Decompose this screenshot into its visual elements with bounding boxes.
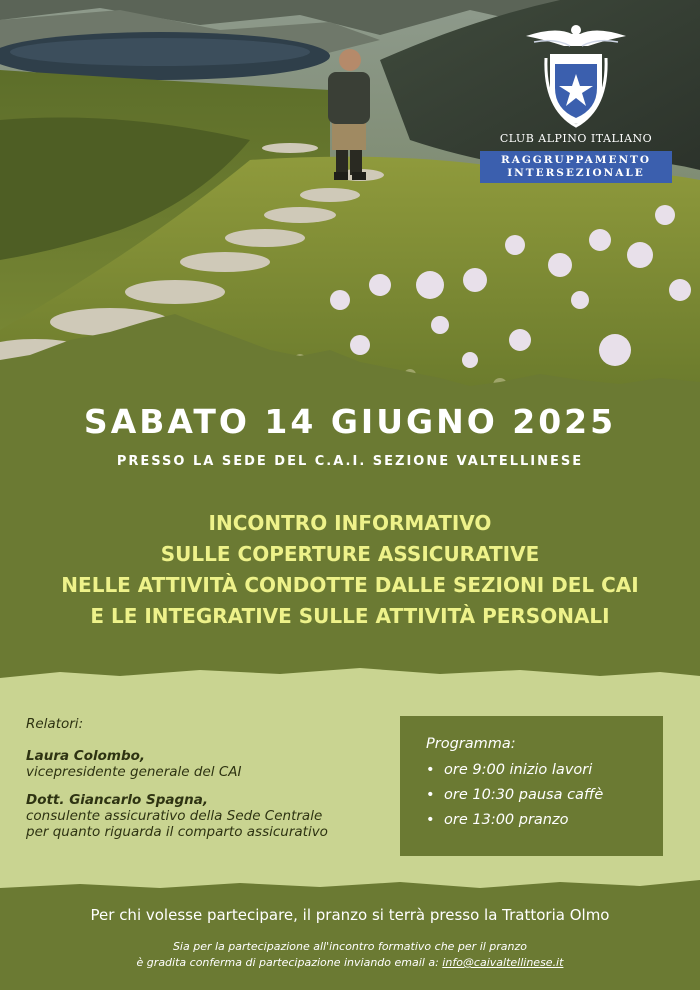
program-box bbox=[400, 716, 663, 856]
logo-club-name: CLUB ALPINO ITALIANO bbox=[499, 132, 653, 145]
event-topic bbox=[0, 508, 700, 632]
event-venue: PRESSO LA SEDE DEL C.A.I. SEZIONE VALTELLINESE bbox=[116, 454, 584, 469]
logo-band-line1: RAGGRUPPAMENTO bbox=[500, 154, 652, 166]
speaker-name: Dott. Giancarlo Spagna, bbox=[26, 792, 209, 808]
speakers-section bbox=[26, 716, 396, 852]
program-list bbox=[426, 758, 663, 833]
footer-note-line2 bbox=[0, 955, 700, 971]
footer-note-prefix: è gradita conferma di partecipazione inviando email a: bbox=[136, 956, 443, 969]
speakers-heading: Relatori: bbox=[26, 716, 84, 732]
topic-line: NELLE ATTIVITÀ CONDOTTE DALLE SEZIONI DEL CAI bbox=[61, 573, 639, 597]
logo-band-line2: INTERSEZIONALE bbox=[507, 167, 645, 179]
topic-line: INCONTRO INFORMATIVO bbox=[208, 511, 492, 535]
program-item: • ore 9:00 inizio lavori bbox=[426, 758, 663, 783]
event-date-title: SABATO 14 GIUGNO 2025 bbox=[83, 402, 617, 441]
speaker-role: per quanto riguarda il comparto assicurativo bbox=[26, 824, 328, 840]
footer-note-line1: Sia per la partecipazione all'incontro formativo che per il pranzo bbox=[172, 940, 528, 953]
speaker-item bbox=[26, 748, 396, 780]
topic-line: E LE INTEGRATIVE SULLE ATTIVITÀ PERSONALI bbox=[90, 604, 610, 628]
speaker-role: vicepresidente generale del CAI bbox=[26, 764, 242, 780]
logo-band bbox=[480, 151, 672, 183]
program-heading: Programma: bbox=[426, 736, 516, 752]
speaker-item bbox=[26, 792, 396, 840]
torn-edge-top bbox=[0, 300, 700, 410]
footer-note bbox=[0, 939, 700, 971]
cai-eagle-shield-icon bbox=[516, 18, 636, 128]
speaker-name: Laura Colombo, bbox=[26, 748, 146, 764]
cai-logo bbox=[480, 18, 672, 188]
program-item: • ore 10:30 pausa caffè bbox=[426, 783, 663, 808]
program-item: • ore 13:00 pranzo bbox=[426, 808, 663, 833]
contact-email-link[interactable]: info@caivaltellinese.it bbox=[442, 956, 564, 969]
speaker-role: consulente assicurativo della Sede Centrale bbox=[26, 808, 323, 824]
topic-line: SULLE COPERTURE ASSICURATIVE bbox=[160, 542, 540, 566]
footer-lunch-info: Per chi volesse partecipare, il pranzo si terrà presso la Trattoria Olmo bbox=[90, 906, 610, 924]
